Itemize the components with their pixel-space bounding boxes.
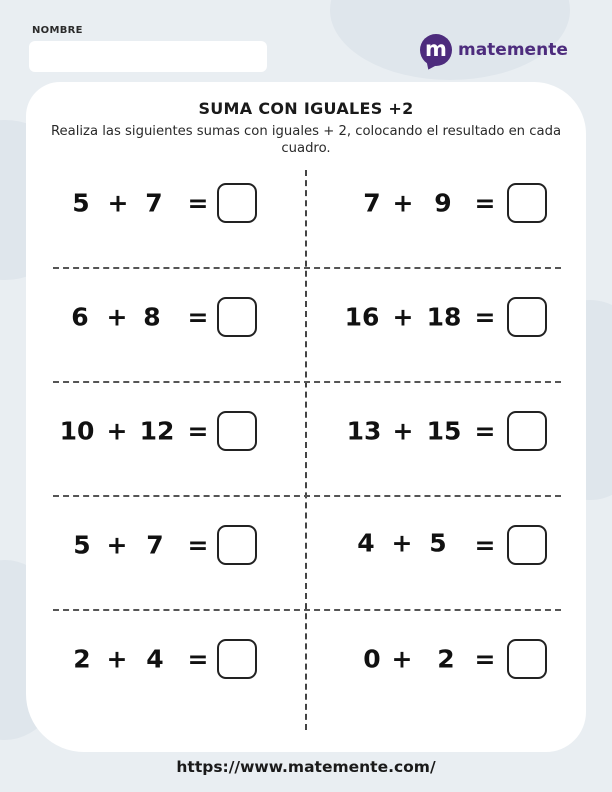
addend-a: 7 bbox=[363, 188, 381, 218]
addend-b: 5 bbox=[429, 528, 447, 558]
plus-sign: + bbox=[107, 188, 129, 218]
worksheet-instructions: Realiza las siguientes sumas con iguales + 2, colocando el resultado en cada cuadro. bbox=[50, 124, 562, 156]
problem-9 bbox=[45, 636, 305, 682]
answer-box[interactable] bbox=[217, 639, 257, 679]
problem-1 bbox=[45, 180, 305, 226]
answer-box[interactable] bbox=[217, 183, 257, 223]
addend-a: 13 bbox=[346, 416, 382, 446]
addend-b: 12 bbox=[139, 416, 175, 446]
row-divider bbox=[53, 495, 561, 497]
equals-sign: = bbox=[187, 302, 209, 332]
plus-sign: + bbox=[391, 528, 413, 558]
worksheet-title: SUMA CON IGUALES +2 bbox=[198, 99, 414, 118]
equals-sign: = bbox=[474, 644, 496, 674]
equals-sign: = bbox=[474, 530, 496, 560]
addend-b: 18 bbox=[426, 302, 462, 332]
problem-7 bbox=[45, 522, 305, 568]
problem-2 bbox=[335, 180, 595, 226]
addend-a: 10 bbox=[59, 416, 95, 446]
addend-b: 7 bbox=[145, 188, 163, 218]
addend-b: 8 bbox=[143, 302, 161, 332]
plus-sign: + bbox=[106, 644, 128, 674]
equals-sign: = bbox=[187, 644, 209, 674]
answer-box[interactable] bbox=[217, 297, 257, 337]
addend-a: 5 bbox=[72, 188, 90, 218]
answer-box[interactable] bbox=[217, 411, 257, 451]
logo-icon: m bbox=[420, 34, 452, 66]
addend-a: 5 bbox=[73, 530, 91, 560]
addend-b: 15 bbox=[426, 416, 462, 446]
equals-sign: = bbox=[187, 416, 209, 446]
answer-box[interactable] bbox=[507, 297, 547, 337]
problem-3 bbox=[45, 294, 305, 340]
problem-4 bbox=[335, 294, 595, 340]
addend-b: 4 bbox=[146, 644, 164, 674]
addend-b: 9 bbox=[434, 188, 452, 218]
equals-sign: = bbox=[187, 188, 209, 218]
equals-sign: = bbox=[474, 416, 496, 446]
equals-sign: = bbox=[187, 530, 209, 560]
plus-sign: + bbox=[392, 302, 414, 332]
row-divider bbox=[53, 267, 561, 269]
plus-sign: + bbox=[106, 302, 128, 332]
plus-sign: + bbox=[392, 188, 414, 218]
answer-box[interactable] bbox=[507, 411, 547, 451]
row-divider bbox=[53, 609, 561, 611]
addend-a: 0 bbox=[363, 644, 381, 674]
plus-sign: + bbox=[106, 530, 128, 560]
vertical-divider bbox=[305, 170, 307, 730]
equals-sign: = bbox=[474, 188, 496, 218]
footer-url[interactable]: https://www.matemente.com/ bbox=[176, 758, 436, 776]
name-label: NOMBRE bbox=[32, 25, 83, 36]
problem-10 bbox=[335, 636, 595, 682]
brand-logo bbox=[420, 34, 568, 66]
problem-8 bbox=[335, 520, 595, 566]
problem-5 bbox=[45, 408, 305, 454]
equals-sign: = bbox=[474, 302, 496, 332]
name-field[interactable] bbox=[29, 41, 267, 72]
plus-sign: + bbox=[392, 416, 414, 446]
plus-sign: + bbox=[391, 644, 413, 674]
addend-a: 4 bbox=[357, 528, 375, 558]
plus-sign: + bbox=[106, 416, 128, 446]
addend-a: 2 bbox=[73, 644, 91, 674]
answer-box[interactable] bbox=[507, 525, 547, 565]
answer-box[interactable] bbox=[507, 639, 547, 679]
problem-6 bbox=[335, 408, 595, 454]
addend-b: 7 bbox=[146, 530, 164, 560]
answer-box[interactable] bbox=[507, 183, 547, 223]
row-divider bbox=[53, 381, 561, 383]
addend-b: 2 bbox=[437, 644, 455, 674]
brand-name: matemente bbox=[458, 40, 568, 60]
answer-box[interactable] bbox=[217, 525, 257, 565]
addend-a: 6 bbox=[71, 302, 89, 332]
addend-a: 16 bbox=[344, 302, 380, 332]
